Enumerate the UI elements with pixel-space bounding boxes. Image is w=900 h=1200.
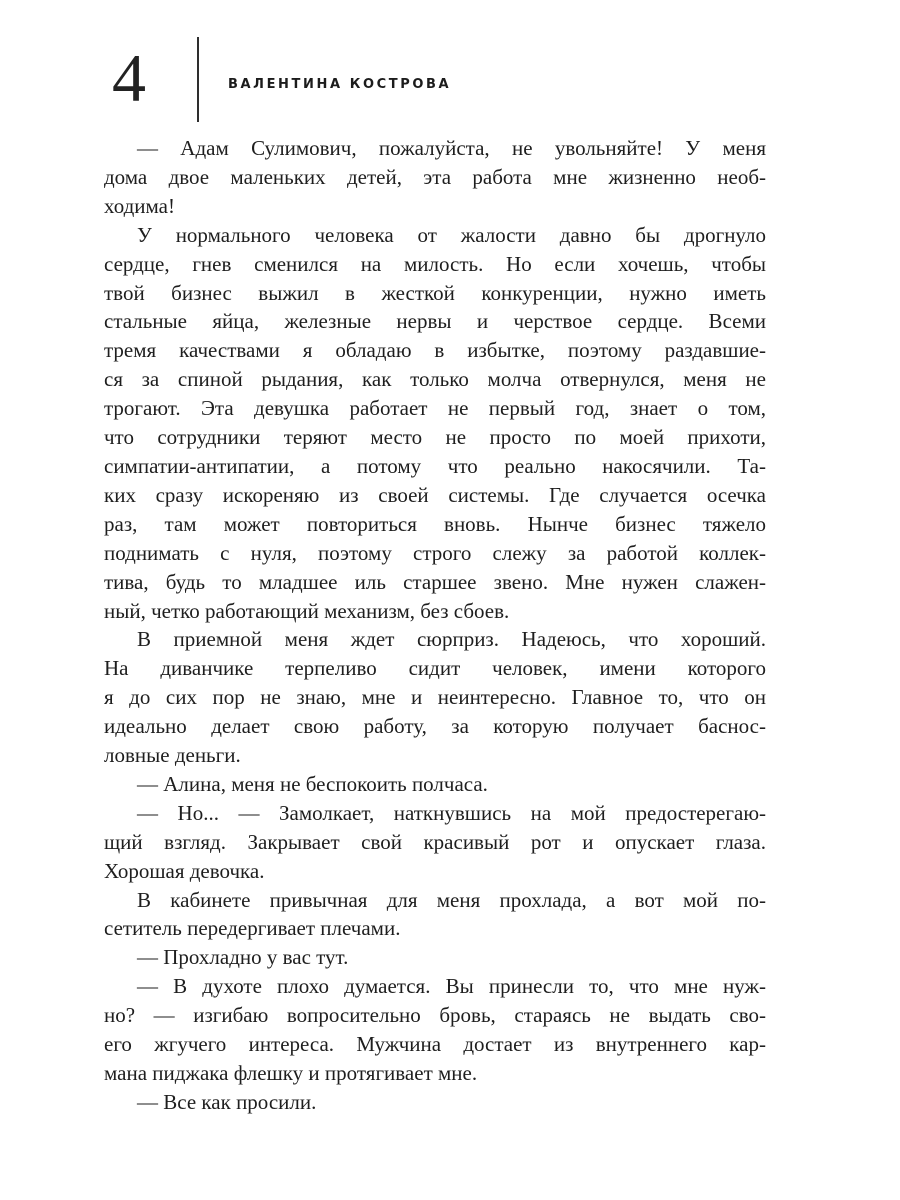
page-number: 4 (112, 40, 146, 116)
text-line: идеально делает свою работу, за которую получает баснос- (104, 714, 766, 739)
text-line: Хорошая девочка. (104, 858, 265, 883)
text-line: сетитель передергивает плечами. (104, 916, 401, 941)
paragraph (104, 134, 766, 221)
text-line: — Все как просили. (137, 1089, 317, 1114)
text-line: но? — изгибаю вопросительно бровь, стараясь не выдать сво- (104, 1003, 766, 1028)
text-line: что сотрудники теряют место не просто по моей прихоти, (104, 425, 766, 450)
text-line: стальные яйца, железные нервы и черствое сердце. Всеми (104, 309, 766, 334)
text-line: симпатии-антипатии, а потому что реально накосячили. Та- (104, 453, 766, 478)
text-line: мана пиджака флешку и протягивает мне. (104, 1061, 478, 1085)
body-text (104, 134, 766, 1117)
text-line: — Алина, меня не беспокоить полчаса. (137, 771, 488, 796)
text-line: В приемной меня ждет сюрприз. Надеюсь, что хороший. (137, 627, 766, 652)
paragraph (104, 799, 766, 886)
text-line: ся за спиной рыдания, как только молча отвернулся, меня не (104, 367, 766, 392)
text-line: У нормального человека от жалости давно бы дрогнуло (137, 222, 766, 247)
text-line: раз, там может повториться вновь. Нынче бизнес тяжело (104, 511, 766, 536)
text-line: ловные деньги. (104, 743, 241, 768)
text-line: На диванчике терпеливо сидит человек, имени которого (104, 656, 766, 681)
paragraph (104, 625, 766, 770)
header-divider (197, 37, 199, 122)
text-line: тремя качествами я обладаю в избытке, поэтому раздавшие- (104, 338, 766, 363)
paragraph (104, 972, 766, 1088)
text-line: ких сразу искореняю из своей системы. Где случается осечка (104, 482, 766, 507)
text-line: его жгучего интереса. Мужчина достает из внутреннего кар- (104, 1032, 766, 1057)
paragraph (104, 886, 766, 944)
text-line: тива, будь то младшее иль старшее звено. Мне нужен слажен- (104, 569, 766, 594)
text-line: твой бизнес выжил в жесткой конкуренции, нужно иметь (104, 280, 766, 305)
text-line: ный, четко работающий механизм, без сбоев. (104, 598, 510, 623)
text-line: трогают. Эта девушка работает не первый год, знает о том, (104, 396, 766, 421)
text-line: дома двое маленьких детей, эта работа мне жизненно необ- (104, 164, 766, 189)
text-line: — Адам Сулимович, пожалуйста, не увольняйте! У меня (137, 136, 766, 160)
text-line: я до сих пор не знаю, мне и неинтересно. Главное то, что он (104, 685, 766, 710)
author-running-header: ВАЛЕНТИНА КОСТРОВА (228, 77, 452, 92)
text-line: — В духоте плохо думается. Вы принесли то, что мне нуж- (137, 974, 766, 999)
text-line: щий взгляд. Закрывает свой красивый рот и опускает глаза. (104, 829, 766, 854)
text-line: поднимать с нуля, поэтому строго слежу за работой коллек- (104, 540, 766, 565)
paragraph (104, 770, 766, 799)
text-line: сердце, гнев сменился на милость. Но если хочешь, чтобы (104, 251, 766, 276)
paragraph (104, 1088, 766, 1117)
paragraph (104, 943, 766, 972)
paragraph (104, 221, 766, 626)
text-line: ходима! (104, 193, 175, 218)
text-line: В кабинете привычная для меня прохлада, а вот мой по- (137, 887, 766, 912)
text-line: — Но... — Замолкает, наткнувшись на мой предостерегаю- (137, 800, 766, 825)
text-line: — Прохладно у вас тут. (137, 945, 349, 970)
